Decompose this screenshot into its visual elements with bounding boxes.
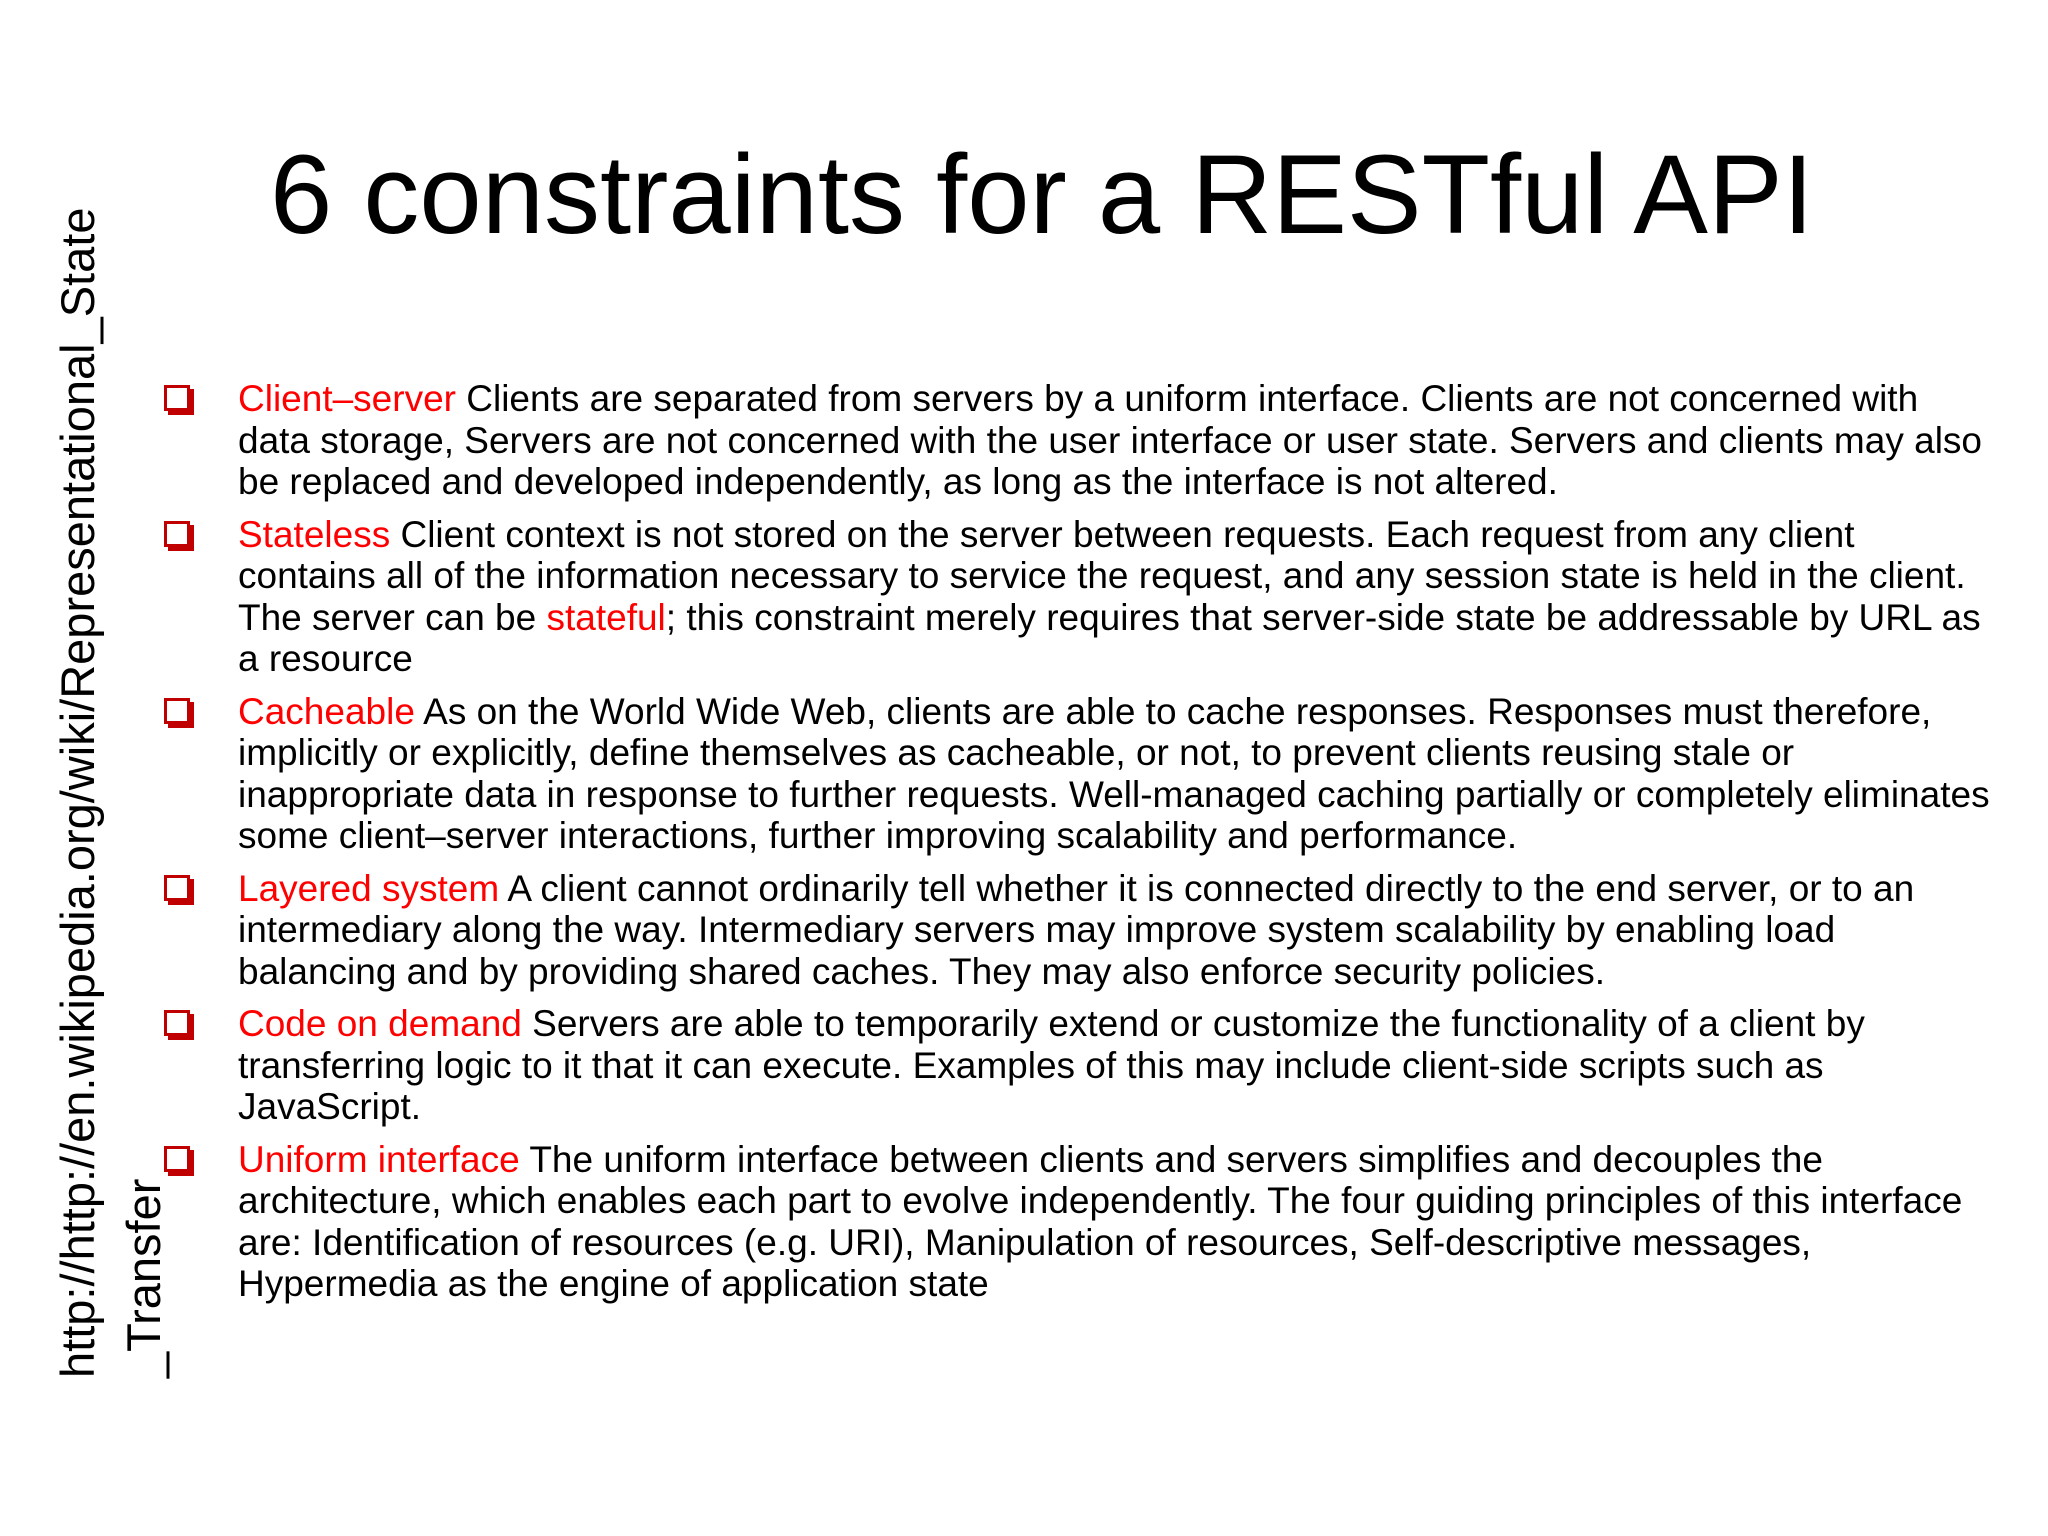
stateful-highlight: stateful — [546, 596, 666, 638]
term-uniform-interface: Uniform interface — [238, 1138, 520, 1180]
term-client-server: Client–server — [238, 378, 456, 419]
list-item-client-server — [160, 378, 2000, 503]
term-stateless: Stateless — [238, 513, 391, 555]
term-cacheable: Cacheable — [238, 690, 415, 732]
list-item-layered-system — [160, 868, 2000, 993]
description-layered-system: A client cannot ordinarily tell whether it is connected directly to the end server, or to an intermediary along the way. Intermediary servers may improve system scalability by enabling load balancing and by providing shared caches. They may also enforce security policies. — [238, 867, 1915, 992]
description-stateless-part2: ; this constraint merely requires that server-side state be addressable by URL as a resource — [238, 596, 1981, 679]
list-item-cacheable — [160, 691, 2000, 857]
description-cacheable: As on the World Wide Web, clients are able to cache responses. Responses must therefore, implicitly or explicitly, define themselves as cacheable, or not, to prevent clients reusing stale or inappropriate data in response to further requests. Well-managed caching partially or completely eliminates some client–server interactions, further improving scalability and performance. — [238, 690, 1990, 856]
term-code-on-demand: Code on demand — [238, 1003, 522, 1044]
list-item-code-on-demand — [160, 1003, 2000, 1128]
square-checkbox-icon — [164, 875, 190, 901]
term-layered-system: Layered system — [238, 867, 500, 909]
square-checkbox-icon — [164, 385, 190, 411]
side-url-text: http://http://en.wikipedia.org/wiki/Representational_State_Transfer — [51, 207, 170, 1378]
square-checkbox-icon — [164, 1146, 190, 1172]
description-client-server: Clients are separated from servers by a uniform interface. Clients are not concerned with data storage, Servers are not concerned with the user interface or user state. Servers and clients may also be replaced and developed independently, as long as the interface is not altered. — [238, 378, 1982, 502]
square-checkbox-icon — [164, 1010, 190, 1036]
list-item-stateless — [160, 514, 2000, 680]
description-uniform-interface: The uniform interface between clients and servers simplifies and decouples the architecture, which enables each part to evolve independently. The four guiding principles of this interface are: Identification of resources (e.g. URI), Manipulation of resources, Self-descriptive messages, Hypermedia as the engine of application state — [238, 1138, 1963, 1304]
description-code-on-demand: Servers are able to temporarily extend or customize the functionality of a client by transferring logic to it that it can execute. Examples of this may include client-side scripts such as JavaScript. — [238, 1003, 1865, 1127]
square-checkbox-icon — [164, 521, 190, 547]
list-item-uniform-interface — [160, 1139, 2000, 1305]
slide-title: 6 constraints for a RESTful API — [270, 132, 1814, 257]
constraints-list — [160, 378, 2000, 1316]
square-checkbox-icon — [164, 698, 190, 724]
description-stateless-part1: Client context is not stored on the server between requests. Each request from any client contains all of the information necessary to service the request, and any session state is held in the client. The server can be — [238, 513, 1966, 638]
